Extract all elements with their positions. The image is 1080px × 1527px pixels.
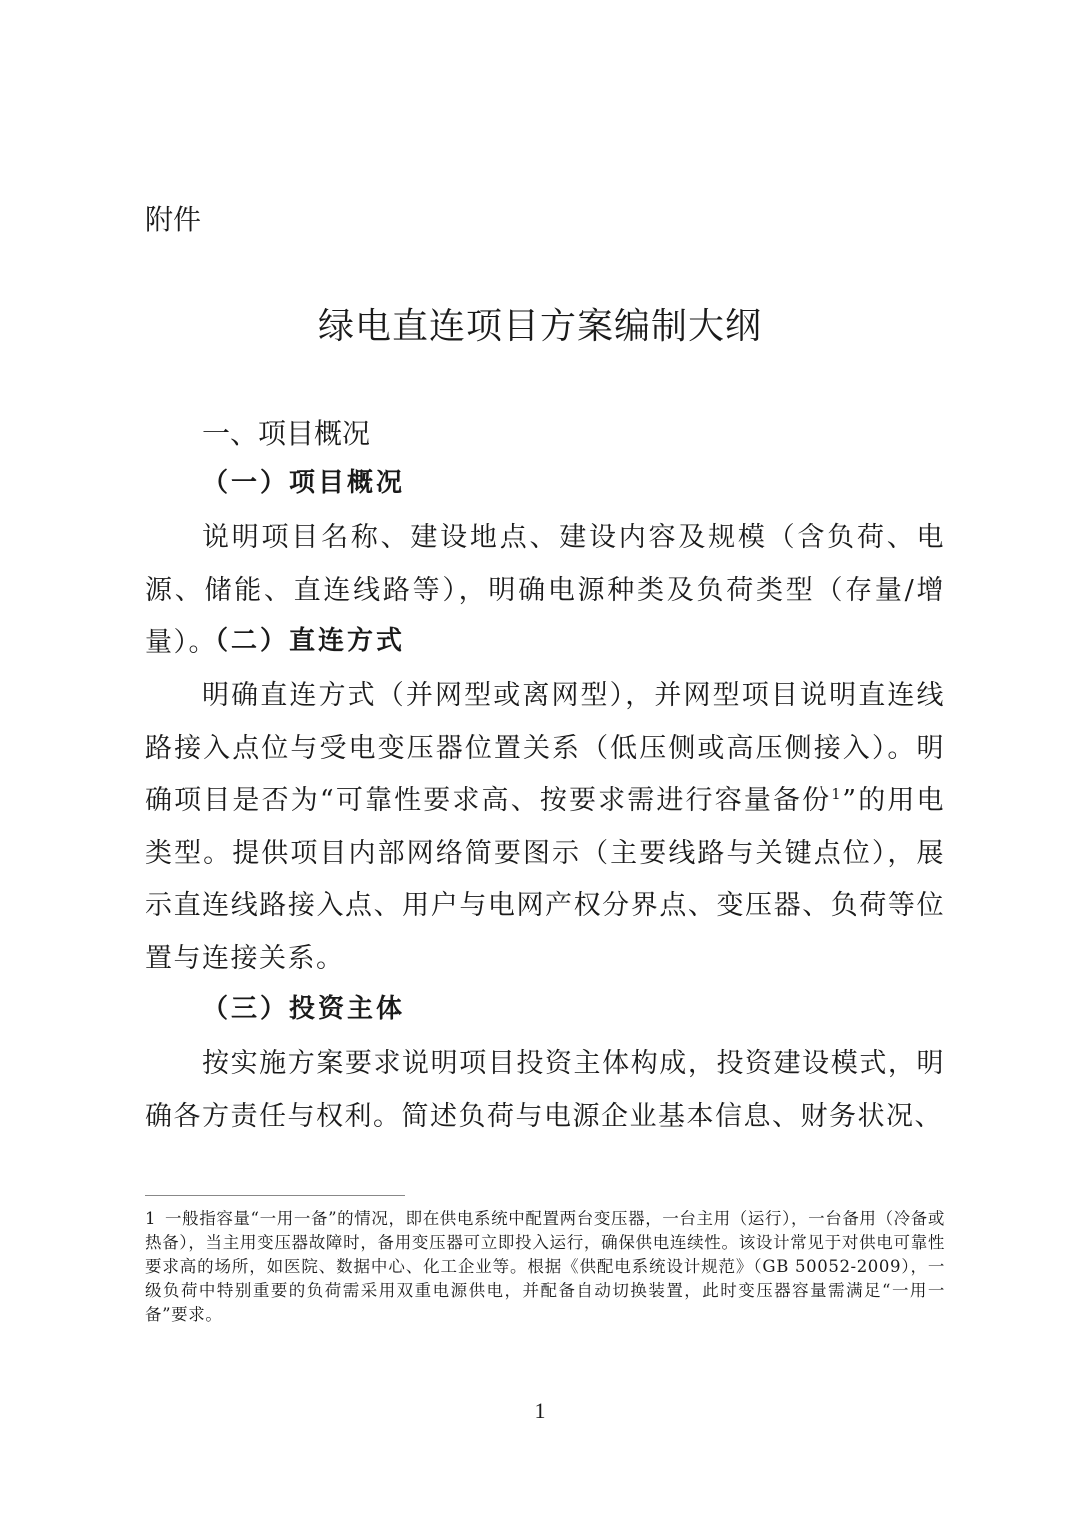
connection-mode-text-part1: 明确直连方式（并网型或离网型），并网型项目说明直连线路接入点位与受电变压器位置关系（低压侧或高压侧接入）。明确项目是否为“可靠性要求高、按要求需进行容量备份 xyxy=(145,680,945,816)
footnote xyxy=(145,1207,945,1327)
connection-mode-text-part2: ”的用电类型。提供项目内部网络简要图示（主要线路与关键点位），展示直连线路接入点、用户与电网产权分界点、变压器、负荷等位置与连接关系。 xyxy=(145,785,945,974)
page-number: 1 xyxy=(534,1398,546,1423)
paragraph-investment-entity: 按实施方案要求说明项目投资主体构成，投资建设模式，明确各方责任与权利。简述负荷与电源企业基本信息、财务状况、 xyxy=(145,1048,945,1132)
footnote-marker: 1 xyxy=(145,1209,157,1228)
section-heading-overview: 一、项目概况 xyxy=(202,417,371,450)
subsection-heading-project-overview: （一）项目概况 xyxy=(202,468,406,498)
attachment-label: 附件 xyxy=(145,203,202,236)
subsection-heading-connection-mode: （二）直连方式 xyxy=(202,626,406,656)
footnote-divider xyxy=(145,1195,405,1196)
footnote-text: 一般指容量“一用一备”的情况，即在供电系统中配置两台变压器，一台主用（运行），一台备用（冷备或热备），当主用变压器故障时，备用变压器可立即投入运行，确保供电连续性。该设计常见于对供电可靠性要求高的场所，如医院、数据中心、化工企业等。根据《供配电系统设计规范》（GB 50052-2009），一级负荷中特别重要的负荷需采用双重电源供电，并配备自动切换装置，此时变压器容量需满足“一用一备”要求。 xyxy=(145,1209,945,1324)
subsection-heading-investment-entity: （三）投资主体 xyxy=(202,994,406,1024)
paragraph-connection-mode xyxy=(145,670,945,985)
footnote-reference-marker: 1 xyxy=(831,785,843,803)
paragraph-project-overview: 说明项目名称、建设地点、建设内容及规模（含负荷、电源、储能、直连线路等），明确电源种类及负荷类型（存量/增量）。 xyxy=(145,522,945,658)
document-title: 绿电直连项目方案编制大纲 xyxy=(317,306,762,347)
